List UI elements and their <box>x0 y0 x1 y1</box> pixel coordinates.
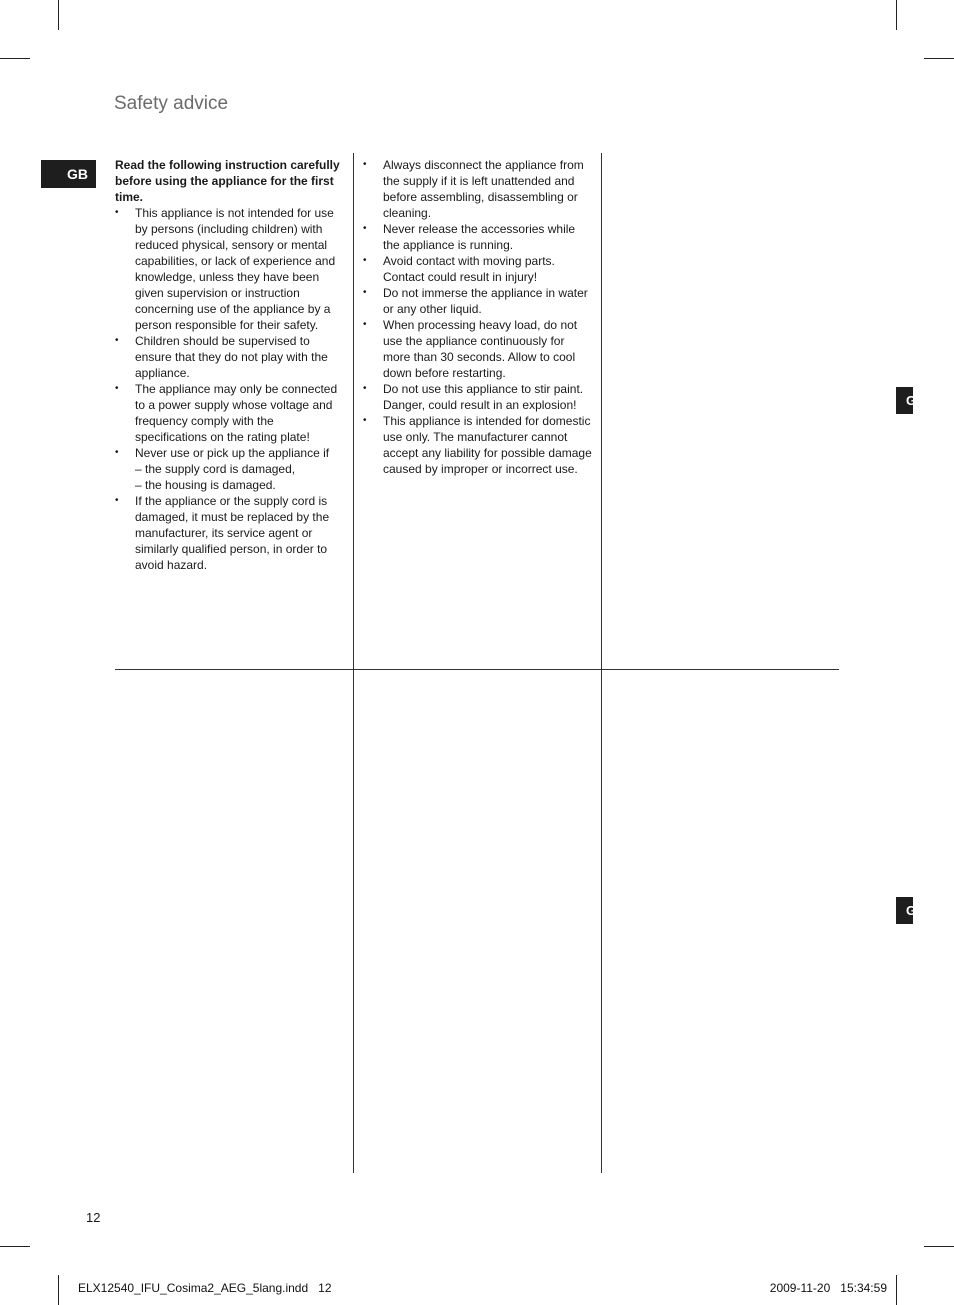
column-divider <box>601 153 602 1173</box>
list-item <box>115 381 345 445</box>
list-item <box>363 253 593 285</box>
list-item-subline: – the supply cord is damaged, <box>135 462 296 476</box>
crop-mark-bottom-right-horizontal <box>924 1246 954 1247</box>
crop-mark-top-right-horizontal <box>924 58 954 59</box>
side-language-tab: G <box>896 897 913 924</box>
list-item <box>363 317 593 381</box>
list-item <box>363 221 593 253</box>
list-item-text: • This appliance is not intended for use by persons (including children) with reduced physical, sensory or mental capabilities, or lack of experience and knowledge, unless they have been given supervision or instruction concerning use of the appliance by a person responsible for their safety. <box>135 206 336 332</box>
section-divider <box>115 669 839 670</box>
list-item-text: • Do not immerse the appliance in water or any other liquid. <box>383 286 588 316</box>
list-item-text: • Children should be supervised to ensure that they do not play with the appliance. <box>135 334 328 380</box>
safety-column-1 <box>115 157 345 573</box>
safety-list <box>363 157 593 477</box>
intro-text: Read the following instruction carefully before using the appliance for the first time. <box>115 158 340 204</box>
crop-mark-top-left-vertical <box>58 0 59 30</box>
crop-mark-top-left-horizontal <box>0 58 30 59</box>
crop-mark-bottom-left-vertical <box>58 1275 59 1305</box>
list-item-text: • When processing heavy load, do not use the appliance continuously for more than 30 seconds. Allow to cool down before restarting. <box>383 318 578 380</box>
list-item <box>363 413 593 477</box>
list-item-text: • If the appliance or the supply cord is damaged, it must be replaced by the manufacturer, its service agent or similarly qualified person, in order to avoid hazard. <box>135 494 330 572</box>
list-item-text: • Never release the accessories while the appliance is running. <box>383 222 576 252</box>
column-divider <box>353 153 354 1173</box>
slug-file-info: ELX12540_IFU_Cosima2_AEG_5lang.indd 12 <box>78 1281 332 1295</box>
safety-column-2 <box>363 157 593 477</box>
slug-datetime: 2009-11-20 15:34:59 <box>769 1281 887 1295</box>
crop-mark-top-right-vertical <box>896 0 897 30</box>
list-item <box>363 157 593 221</box>
list-item-text: • The appliance may only be connected to a power supply whose voltage and frequency comply with the specifications on the rating plate! <box>135 382 338 444</box>
list-item-text: • Avoid contact with moving parts. Contact could result in injury! <box>383 254 555 284</box>
list-item <box>363 381 593 413</box>
list-item <box>115 205 345 333</box>
language-tab: GB <box>41 160 96 188</box>
list-item <box>115 445 345 493</box>
safety-list <box>115 205 345 573</box>
list-item-subline: – the housing is damaged. <box>135 478 276 492</box>
crop-mark-bottom-right-vertical <box>896 1275 897 1305</box>
crop-mark-bottom-left-horizontal <box>0 1246 30 1247</box>
page-title: Safety advice <box>114 93 229 114</box>
list-item-text: • This appliance is intended for domestic use only. The manufacturer cannot accept any liability for possible damage caused by improper or incorrect use. <box>383 414 592 476</box>
list-item <box>115 493 345 573</box>
list-item <box>115 333 345 381</box>
list-item-text: • Never use or pick up the appliance if <box>135 446 330 460</box>
page-number: 12 <box>86 1210 101 1225</box>
side-language-tab: G <box>896 387 913 414</box>
list-item <box>363 285 593 317</box>
list-item-text: • Always disconnect the appliance from the supply if it is left unattended and before assembling, disassembling or cleaning. <box>383 158 584 220</box>
list-item-text: • Do not use this appliance to stir paint. Danger, could result in an explosion! <box>383 382 584 412</box>
